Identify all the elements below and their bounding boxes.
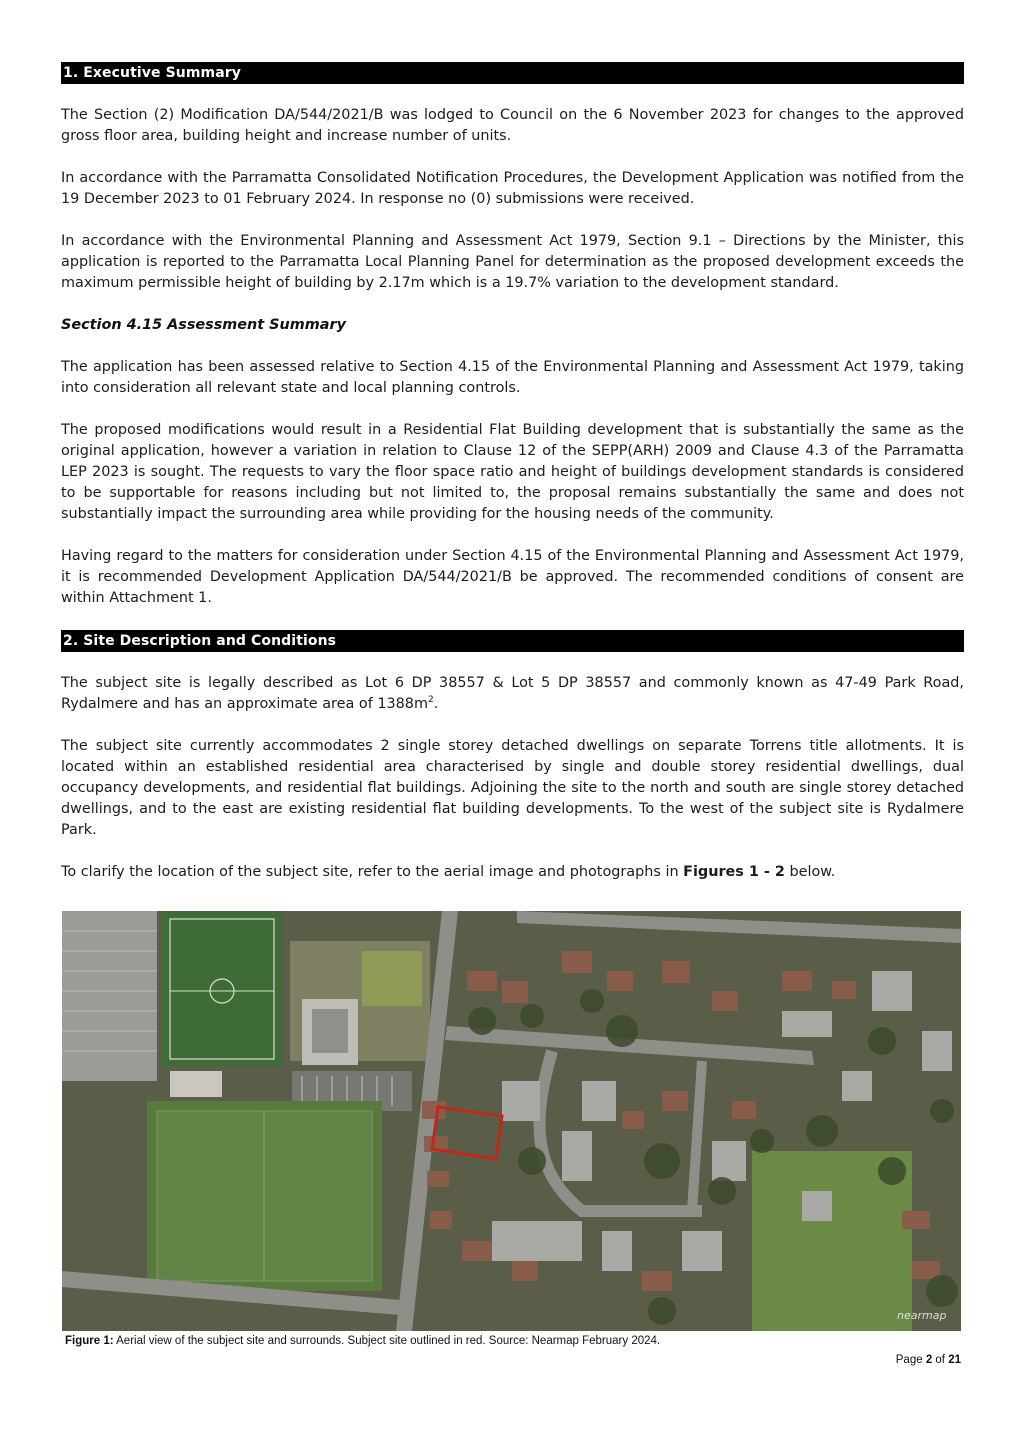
- paragraph-modifications: The proposed modifications would result in a Residential Flat Building development that is substantially the same as the original application, however a variation in relation to Clause 12 of the SEPP(ARH) 2009 and Clause 4.3 of the Parramatta LEP 2023 is sought. The requests to vary the floor space ratio and height of buildings development standards is considered to be supportable for reasons including but not limited to, the proposal remains substantially the same and does not substantially impact the surrounding area while providing for the housing needs of the community.: [61, 422, 964, 522]
- area-superscript: 2: [427, 695, 434, 706]
- industrial-block: [62, 911, 157, 1081]
- section-heading-site-description: 2. Site Description and Conditions: [61, 630, 964, 652]
- page-prefix: Page: [895, 1354, 926, 1366]
- figure-reference-bold: Figures 1 - 2: [683, 864, 785, 880]
- paragraph-recommendation: Having regard to the matters for consideration under Section 4.15 of the Environmental Planning and Assessment Act 1979, it is recommended Development Application DA/544/2021/B be approved. The recommended conditions of consent are within Attachment 1.: [61, 548, 964, 606]
- legal-description-end: .: [433, 696, 439, 712]
- paragraph-referral: In accordance with the Environmental Planning and Assessment Act 1979, Section 9.1 – Directions by the Minister, this application is reported to the Parramatta Local Planning Panel for determination as the proposed development exceeds the maximum permissible height of building by 2.17m which is a 19.7% variation to the development standard.: [61, 233, 964, 291]
- figure-reference-end: below.: [784, 864, 836, 880]
- caption-label: Figure 1:: [65, 1335, 114, 1347]
- paragraph-notification: In accordance with the Parramatta Consolidated Notification Procedures, the Development Application was notified from the 19 December 2023 to 01 February 2024. In response no (0) submissions were received.: [61, 170, 964, 207]
- paragraph-assessment: The application has been assessed relative to Section 4.15 of the Environmental Planning and Assessment Act 1979, taking into consideration all relevant state and local planning controls.: [61, 359, 964, 396]
- section-heading-executive-summary: 1. Executive Summary: [61, 62, 964, 84]
- aerial-map-graphic: [62, 911, 961, 1331]
- paragraph-site-context: The subject site currently accommodates 2 single storey detached dwellings on separate Torrens title allotments. It is located within an established residential area characterised by single and double storey residential dwellings, dual occupancy developments, and residential flat buildings. Adjoining the site to the north and south are single storey detached dwellings, and to the east are existing residential flat building developments. To the west of the subject site is Rydalmere Park.: [61, 738, 964, 838]
- caption-text: Aerial view of the subject site and surrounds. Subject site outlined in red. Source: Nearmap February 2024.: [113, 1335, 661, 1347]
- page-mid: of: [932, 1354, 949, 1366]
- building-clubhouse: [170, 1071, 222, 1097]
- aerial-map-image: [62, 911, 961, 1331]
- building-rfb-east: [502, 1081, 540, 1121]
- figure-caption: [65, 1335, 660, 1347]
- page-number: [896, 1354, 961, 1366]
- subheading-assessment-summary: Section 4.15 Assessment Summary: [61, 317, 346, 333]
- nearmap-watermark: nearmap: [897, 1309, 947, 1322]
- page-current: 2: [925, 1354, 933, 1366]
- paragraph-lodgement: The Section (2) Modification DA/544/2021/B was lodged to Council on the 6 November 2023 for changes to the approved gross floor area, building height and increase number of units.: [61, 107, 964, 144]
- paragraph-figure-reference: [61, 862, 964, 883]
- page-content: [61, 62, 964, 883]
- legal-description-text: The subject site is legally described as Lot 6 DP 38557 & Lot 5 DP 38557 and commonly known as 47-49 Park Road, Rydalmere and has an approximate area of 1388m: [61, 675, 964, 712]
- sports-field-north: [162, 911, 282, 1066]
- figure-reference-text: To clarify the location of the subject site, refer to the aerial image and photographs in: [61, 864, 684, 880]
- page-total: 21: [948, 1354, 961, 1366]
- paragraph-legal-description: [61, 673, 964, 715]
